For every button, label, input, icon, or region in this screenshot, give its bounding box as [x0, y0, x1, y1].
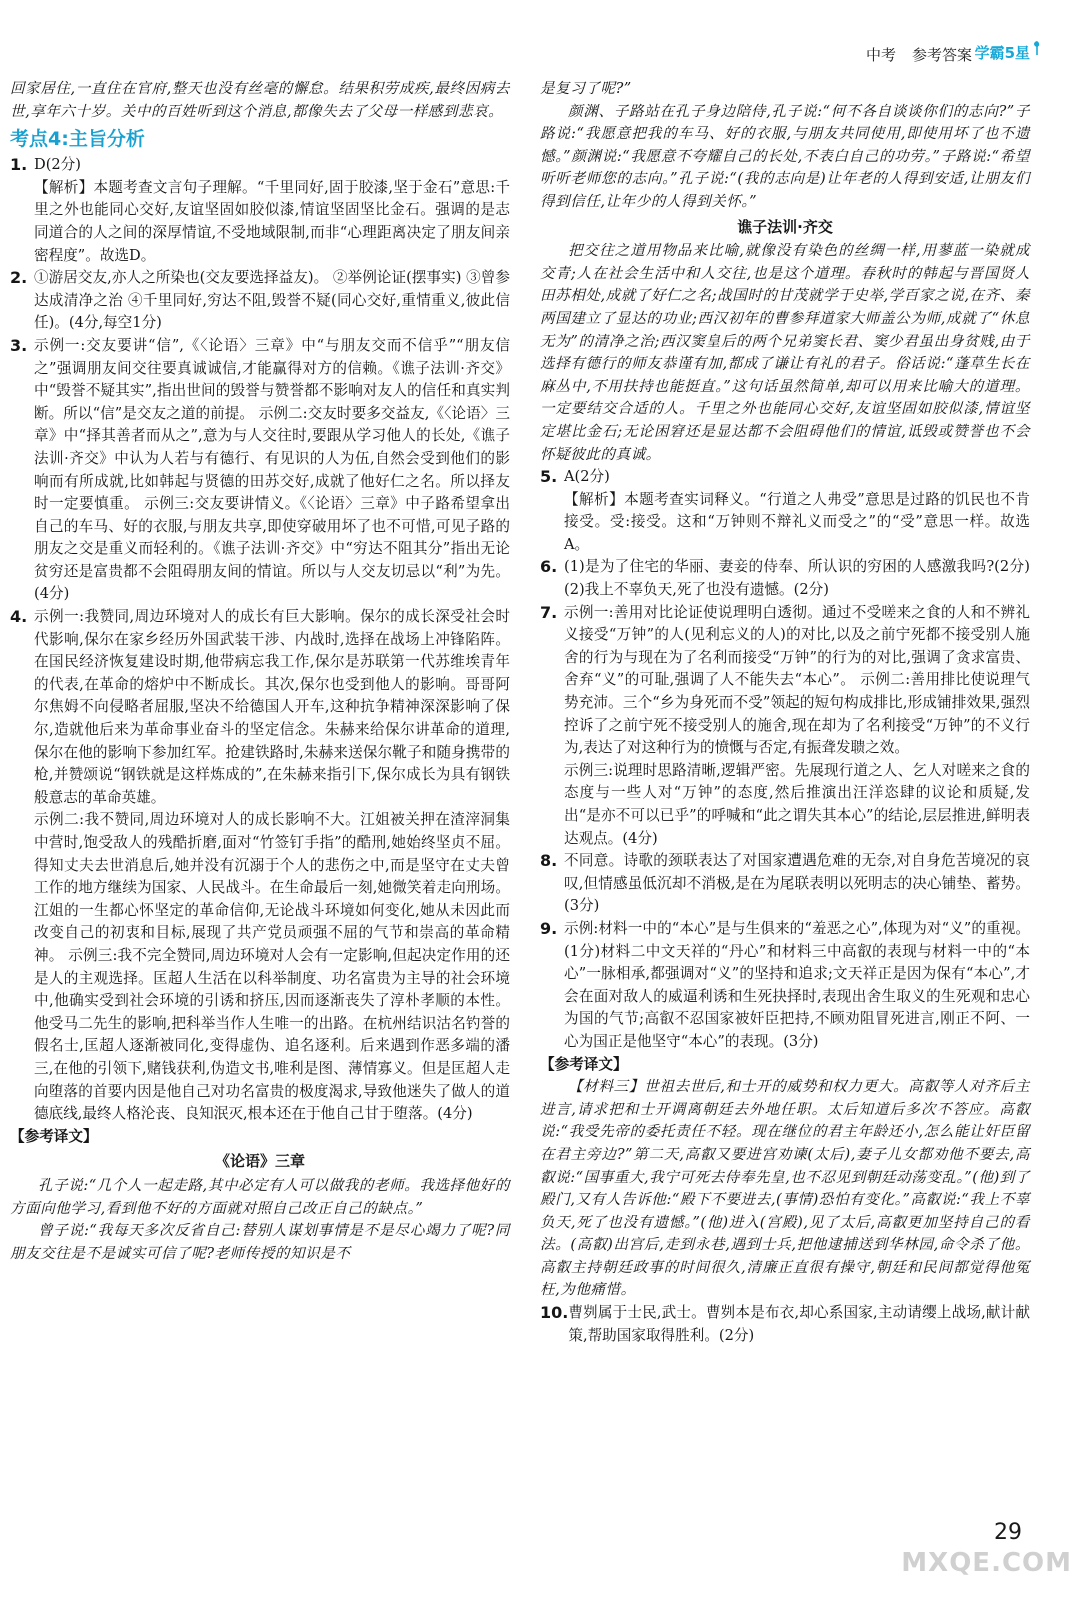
lunyu-paragraph-2: 曾子说:“我每天多次反省自己:替别人谋划事情是不是尽心竭力了呢?同朋友交往是不是诚实可信了呢?老师传授的知识是不: [10, 1222, 510, 1262]
question-5: [540, 466, 1030, 489]
lunyu-paragraph-3: 颜渊、子路站在孔子身边陪侍,孔子说:“何不各自谈谈你们的志向?”子路说:“我愿意把我的车马、好的衣服,与朋友共同使用,即使用坏了也不遗憾。”颜渊说:“我愿意不夸耀自己的长处,不表白自己的功劳。”子路说:“希望听听老师您的志向。”孔子说:“(我的志向是)让年老的人得到安适,让朋友们得到信任,让年少的人得到关怀。”: [540, 102, 1030, 210]
analysis: 【解析】本题考查文言句子理解。“千里同好,固于胶漆,坚于金石”意思:千里之外也能同心交好,友谊坚固如胶似漆,情谊坚固坚比金石。强调的是志同道合的人之间的深厚情谊,不受地域限制,而非“心理距离决定了朋友间亲密程度”。故选D。: [34, 178, 510, 264]
question-number: 3.: [10, 335, 28, 355]
question-number: 8.: [540, 851, 558, 871]
analysis: 【解析】本题考查实词释义。“行道之人弗受”意思是过路的饥民也不肯接受。受:接受。这和“万钟则不辩礼义而受之”的“受”意思一样。故选A。: [564, 490, 1030, 553]
reference-translation-label: 【参考译文】: [540, 1055, 628, 1073]
reference-translation-label: 【参考译文】: [10, 1127, 98, 1145]
question-1: [10, 154, 510, 177]
answer-continued: 示例三:说理时思路清晰,逻辑严密。先展现行道之人、乞人对嗟来之食的态度与一些人对“万钟”的态度,然后推演出汪洋恣肆的议论和质疑,发出“是亦不可以已乎”的呼喊和“此之谓失其本心”的结论,层层推进,鲜明表达观点。(4分): [564, 761, 1030, 847]
question-2: [10, 267, 510, 335]
section-heading: 考点4:主旨分析: [10, 128, 145, 151]
answer: ①游居交友,亦人之所染也(交友要选择益友)。 ②举例论证(摆事实) ③曾参达成清净之治 ④千里同好,穷达不阻,毁誉不疑(同心交好,重情重义,彼此信任)。(4分,每空1分): [34, 269, 510, 332]
question-8: [540, 850, 1030, 918]
question-4: [10, 606, 510, 809]
qiaozi-translation: 把交往之道用物品来比喻,就像没有染色的丝绸一样,用蓼蓝一染就成交青;人在社会生活中和人交往,也是这个道理。春秋时的韩起与晋国贤人田苏相处,成就了好仁之名;战国时的甘茂就学于史举,学百家之说,在齐、秦两国建立了显达的功业;西汉初年的曹参拜道家大师盖公为师,成就了“休息无为”的清净之治;西汉窦皇后的两个兄弟窦长君、窦少君虽出身贫贱,由于选择有德行的师友恭谨有加,都成了谦让有礼的君子。俗话说:“蓬草生长在麻丛中,不用扶持也能挺直。”这句话虽然简单,却可以用来比喻大的道理。一定要结交合适的人。千里之外也能同心交好,友谊坚固如胶似漆,情谊坚定堪比金石;无论困窘还是显达都不会阻碍他们的情谊,诋毁或赞誉也不会怀疑彼此的真诚。: [540, 242, 1030, 463]
answer-continued: 示例二:我不赞同,周边环境对人的成长影响不大。江姐被关押在渣滓洞集中营时,饱受敌人的残酷折磨,面对“竹签钉手指”的酷刑,她始终坚贞不屈。得知丈夫去世消息后,她并没有沉溺于个人的悲伤之中,而是坚守在丈夫曾工作的地方继续为国家、人民战斗。在生命最后一刻,她微笑着走向刑场。江姐的一生都心怀坚定的革命信仰,无论战斗环境如何变化,她从未因此而改变自己的初衷和目标,展现了共产党员顽强不屈的气节和崇高的革命精神。 示例三:我不完全赞同,周边环境对人会有一定影响,但起决定作用的还是人的主观选择。匡超人生活在以科举制度、功名富贵为主导的社会环境中,他确实受到社会环境的引诱和挤压,因而逐渐丧失了淳朴孝顺的本性。他受马二先生的影响,把科举当作人生唯一的出路。在杭州结识沽名钓誉的假名士,匡超人逐渐被同化,变得虚伪、追名逐利。后来遇到作恶多端的潘三,在他的引领下,赌钱获利,伪造文书,唯利是图、薄情寡义。但是匡超人走向堕落的首要内因是他自己对功名富贵的极度渴求,导致他迷失了做人的道德底线,最终人格沦丧、良知泯灭,根本还在于他自己甘于堕落。(4分): [34, 811, 510, 1123]
material-3-translation: 【材料三】世祖去世后,和士开的威势和权力更大。高叡等人对齐后主进言,请求把和士开调离朝廷去外地任职。太后知道后多次不答应。高叡说:“我受先帝的委托责任不轻。现在继位的君主年龄还小,怎么能让奸臣留在君主旁边?”第二天,高叡又要进宫劝谏(太后),妻子儿女都劝他不要去,高叡说:“国事重大,我宁可死去侍奉先皇,也不忍见到朝廷动荡变乱。”(他)到了殿门,又有人告诉他:“殿下不要进去,(事情)恐怕有变化。”高叡说:“我上不辜负天,死了也没有遗憾。”(他)进入(宫殿),见了太后,高叡更加坚持自己的看法。(高叡)出宫后,走到永巷,遇到士兵,把他逮捕送到华林园,命令杀了他。高叡主持朝廷政事的时间很久,清廉正直很有操守,朝廷和民间都觉得他冤枉,为他痛惜。: [540, 1078, 1030, 1299]
question-number: 10.: [540, 1303, 569, 1323]
question-7: [540, 602, 1030, 760]
answer: D(2分): [34, 156, 81, 174]
question-3: [10, 335, 510, 606]
page-number: 29: [994, 1520, 1022, 1545]
question-number: 6.: [540, 557, 558, 577]
header-brand: 学霸5星: [974, 44, 1030, 62]
header-exam: 中考: [865, 46, 896, 64]
question-number: 2.: [10, 268, 28, 288]
question-number: 1.: [10, 155, 28, 175]
qiaozi-title: 谯子法训·齐交: [737, 217, 833, 236]
question-number: 7.: [540, 602, 558, 622]
right-column: [540, 78, 1030, 1347]
question-10: [540, 1302, 1030, 1347]
watermark: MXQE.COM: [901, 1548, 1072, 1578]
answer: 示例一:我赞同,周边环境对人的成长有巨大影响。保尔的成长深受社会时代影响,保尔在家乡经历外国武装干涉、内战时,选择在战场上冲锋陷阵。在国民经济恢复建设时期,他带病忘我工作,保尔是苏联第一代苏维埃青年的代表,在革命的熔炉中不断成长。其次,保尔也受到他人的影响。哥哥阿尔焦姆不向侵略者屈服,坚决不给德国人开车,这种抗争精神深深影响了保尔,造就他后来为革命事业奋斗的坚定信念。朱赫来给保尔讲革命的道理,保尔在他的影响下参加红军。抢建铁路时,朱赫来送保尔靴子和随身携带的枪,并赞颂说“钢铁就是这样炼成的”,在朱赫来指引下,保尔成长为具有钢铁般意志的革命英雄。: [34, 608, 510, 806]
question-number: 5.: [540, 467, 558, 487]
answer: 示例一:交友要讲“信”,《〈论语〉三章》中“与朋友交而不信乎”“朋友信之”强调朋友间交往要真诚诚信,才能赢得对方的信赖。《谯子法训·齐交》中“毁誉不疑其实”,指出世间的毁誉与赞誉都不影响对友人的信任和真实判断。所以“信”是交友之道的前提。 示例二:交友时要多交益友,《〈论语〉三章》中“择其善者而从之”,意为与人交往时,要跟从学习他人的长处,《谯子法训·齐交》中认为人若与有德行、有见识的人为伍,自然会受到他们的影响而有所成就,比如韩起与贤德的田苏交好,成就了他好仁之名。所以择友时一定要慎重。 示例三:交友要讲情义。《〈论语〉三章》中子路希望拿出自己的车马、好的衣服,与朋友共享,即使穿破用坏了也不可惜,可见子路的朋友之交是重义而轻利的。《谯子法训·齐交》中“穷达不阻其分”指出无论贫穷还是富贵都不会阻碍朋友间的情谊。所以与人交友切忌以“利”为先。(4分): [34, 336, 510, 603]
answer: 不同意。诗歌的颈联表达了对国家遭遇危难的无奈,对自身危苦境况的哀叹,但情感虽低沉却不消极,是在为尾联表明以死明志的决心铺垫、蓄势。(3分): [564, 852, 1030, 915]
question-6: [540, 556, 1030, 601]
answer: 曹刿属于士民,武士。曹刿本是布衣,却心系国家,主动请缨上战场,献计献策,帮助国家取得胜利。(2分): [568, 1304, 1030, 1344]
intro-translation: 回家居住,一直住在官府,整天也没有丝毫的懈怠。结果积劳成疾,最终因病去世,享年六十岁。关中的百姓听到这个消息,都像失去了父母一样感到悲哀。: [10, 80, 510, 120]
question-number: 9.: [540, 918, 558, 938]
answer: 示例一:善用对比论证使说理明白透彻。通过不受嗟来之食的人和不辨礼义接受“万钟”的人(见利忘义的人)的对比,以及之前宁死都不接受别人施舍的行为与现在为了名利而接受“万钟”的行为的对比,强调了贪求富贵、舍弃“义”的可耻,强调了人不能失去“本心”。 示例二:善用排比使说理气势充沛。三个“乡为身死而不受”领起的短句构成排比,形成铺排效果,强烈控诉了之前宁死不接受别人的施舍,现在却为了名利接受“万钟”的不义行为,表达了对这种行为的愤慨与否定,有振聋发聩之效。: [564, 603, 1030, 757]
left-column: [10, 78, 510, 1265]
lunyu-paragraph-1: 孔子说:“几个人一起走路,其中必定有人可以做我的老师。我选择他好的方面向他学习,看到他不好的方面就对照自己改正自己的缺点。”: [10, 1176, 510, 1217]
lunyu-title: 《论语》三章: [214, 1152, 305, 1171]
leaf-icon: [1032, 40, 1042, 56]
page-header: [0, 0, 1092, 72]
header-answers: 参考答案: [911, 46, 972, 64]
answer: A(2分): [564, 468, 610, 486]
question-number: 4.: [10, 607, 28, 627]
answer: 示例:材料一中的“本心”是与生俱来的“羞恶之心”,体现为对“义”的重视。(1分)材料二中文天祥的“丹心”和材料三中高叡的表现与材料一中的“本心”一脉相承,都强调对“义”的坚持和追求;文天祥正是因为保有“本心”,才会在面对敌人的威逼利诱和生死抉择时,表现出舍生取义的生死观和忠心为国的气节;高叡不忍国家被奸臣把持,不顾劝阻冒死进言,刚正不阿、一心为国正是他坚守“本心”的表现。(3分): [564, 919, 1030, 1050]
question-9: [540, 918, 1030, 1054]
answer: (1)是为了住宅的华丽、妻妾的侍奉、所认识的穷困的人感激我吗?(2分) (2)我上不辜负天,死了也没有遗憾。(2分): [564, 558, 1030, 599]
lunyu-continued: 是复习了呢?”: [540, 80, 632, 97]
